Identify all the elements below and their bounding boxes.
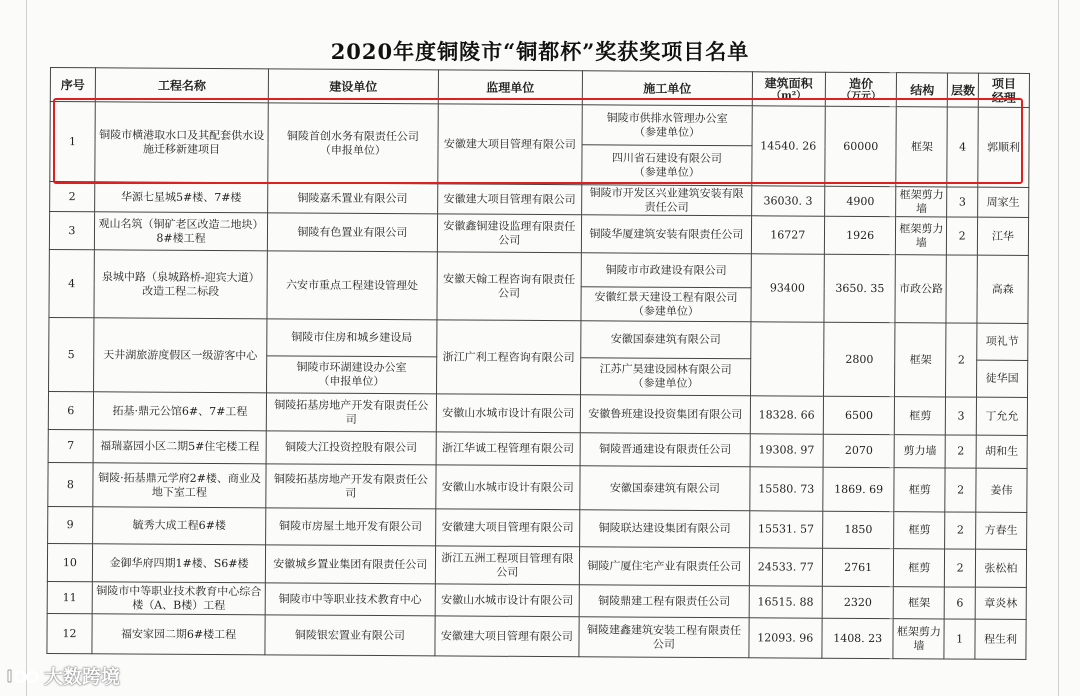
header-contractor: 施工单位 [583, 71, 752, 106]
highlight-box [53, 98, 1023, 184]
builder-unit [267, 319, 437, 357]
building-area [748, 618, 822, 658]
structure-type [894, 468, 945, 512]
project-manager-line: 高森 [991, 282, 1014, 296]
supervisor-unit-line: 浙江五洲工程项目管理有限公司 [441, 550, 574, 579]
floor-count-line: 6 [956, 596, 964, 610]
builder-unit-line: 铜陵市房屋土地开发有限公司 [279, 519, 423, 534]
watermark-text: 大数跨境 [44, 666, 121, 688]
supervisor-unit-line: 安徽山水城市设计有限公司 [441, 592, 574, 607]
supervisor-unit [435, 465, 580, 510]
contractor-unit [582, 185, 751, 216]
building-area-line: 16515. 88 [757, 594, 814, 609]
contractor-unit [580, 547, 750, 586]
floor-count [945, 512, 976, 549]
floor-count-line: 2 [957, 483, 965, 497]
floor-count-line: 3 [957, 409, 965, 423]
structure-type [895, 323, 946, 397]
contractor-unit-line: 铜陵市开发区兴业建筑安装有限责任公司 [589, 185, 744, 214]
supervisor-unit [436, 432, 581, 466]
project-manager-line: 江华 [991, 229, 1014, 243]
project-cost-line: 2070 [844, 443, 873, 458]
contractor-unit-line: （参建单位） [634, 125, 701, 139]
supervisor-unit [436, 320, 581, 395]
supervisor-unit-line: 安徽建大项目管理有限公司 [443, 136, 576, 151]
project-name-line: 天井湖旅游度假区一级游客中心 [103, 347, 258, 362]
floor-count-line: 1 [956, 632, 964, 646]
builder-unit-line: 铜陵市住房和城乡建设局 [291, 330, 413, 345]
table-row [49, 317, 1028, 360]
builder-unit-line: 铜陵嘉禾置业有限公司 [297, 191, 408, 205]
builder-unit-line: 铜陵首创水务有限责任公司 [286, 128, 419, 143]
supervisor-unit [434, 616, 579, 657]
project-cost-line: 2761 [844, 560, 873, 574]
table-body [47, 102, 1029, 660]
contractor-unit-line: （参建单位） [632, 304, 699, 318]
project-manager [977, 255, 1028, 323]
structure-type-line: 剪力墙 [903, 444, 937, 458]
supervisor-unit-line: 安徽山水城市设计有限公司 [441, 479, 574, 494]
contractor-unit-line: 铜陵鼎建工程有限责任公司 [598, 593, 731, 608]
building-area-line: 24533. 77 [757, 559, 814, 574]
header-manager-line2: 经理 [991, 90, 1016, 105]
project-manager [977, 323, 1028, 360]
page-edge-right [1058, 0, 1059, 696]
project-name-line: 泉城中路（泉城路桥-迎宾大道）改造工程二标段 [101, 269, 260, 298]
project-manager-line: 胡和生 [985, 444, 1019, 458]
builder-unit-line: 铜陵大江投资控股有限公司 [285, 440, 418, 455]
row-number-line: 9 [66, 518, 74, 532]
builder-unit [266, 464, 436, 509]
building-area [749, 586, 823, 618]
row-number-line: 6 [67, 403, 75, 417]
row-number [47, 613, 92, 653]
project-manager [978, 187, 1029, 217]
project-cost [822, 618, 894, 658]
supervisor-unit-line: 浙江广利工程咨询有限公司 [442, 349, 575, 364]
contractor-unit [582, 215, 752, 254]
supervisor-unit [437, 184, 582, 215]
project-cost-line: 1926 [846, 228, 875, 242]
floor-count-line: 2 [957, 444, 965, 458]
builder-unit [265, 615, 435, 656]
floor-count [947, 217, 978, 255]
table-row [47, 543, 1026, 587]
row-number-line: 10 [62, 555, 77, 569]
structure-type-line: 框架 [910, 139, 933, 153]
contractor-unit [581, 253, 750, 288]
project-name [92, 614, 266, 655]
contractor-unit-line: 铜陵华厦建筑安装有限责任公司 [589, 226, 744, 241]
header-area-label: 建筑面积 [764, 76, 813, 91]
project-cost-line: 6500 [845, 408, 874, 422]
row-number-line: 11 [62, 590, 77, 604]
table-row [49, 249, 1028, 289]
contractor-unit [579, 585, 748, 618]
contractor-unit [581, 321, 751, 359]
structure-type [895, 255, 946, 323]
project-manager-line: 张松柏 [984, 561, 1018, 575]
project-manager-line: 徒华国 [985, 371, 1019, 385]
structure-type-line: 框剪 [908, 523, 931, 537]
floor-count [945, 435, 976, 468]
project-cost [822, 586, 894, 618]
supervisor-unit [436, 252, 581, 321]
floor-count [946, 323, 977, 397]
structure-type [896, 217, 947, 255]
builder-unit [266, 431, 435, 465]
contractor-unit-line: （参建单位） [633, 165, 700, 179]
row-number [48, 462, 93, 506]
project-name-line: 毓秀大成工程6#楼 [132, 518, 226, 533]
row-number-line: 2 [68, 189, 76, 203]
builder-unit-line: 铜陵市环湖建设办公室 [296, 360, 407, 375]
header-cost-unit: （万元） [840, 90, 882, 103]
row-number-line: 4 [68, 276, 76, 290]
building-area [750, 396, 824, 434]
watermark-logo-icon [6, 666, 40, 686]
project-manager-line: 章炎林 [984, 596, 1018, 610]
supervisor-unit-line: 安徽建大项目管理有限公司 [441, 520, 574, 535]
project-manager-line: 程生利 [983, 632, 1018, 646]
structure-type-line: 框架 [909, 352, 932, 366]
structure-type [894, 549, 945, 587]
project-manager-line: 姜伟 [990, 483, 1013, 497]
floor-count-line: 2 [956, 523, 964, 537]
contractor-unit-line: 江苏广昊建设园林有限公司 [599, 362, 732, 377]
structure-type-line: 框架剪力墙 [899, 187, 944, 215]
project-manager [976, 397, 1027, 435]
project-manager-line: 方春生 [984, 523, 1018, 537]
floor-count-line: 3 [958, 195, 966, 209]
project-manager [977, 217, 1028, 255]
structure-type [894, 435, 945, 468]
project-cost-line: 1869. 69 [834, 482, 884, 496]
project-manager [976, 435, 1027, 468]
builder-unit-line: 铜陵银宏置业有限公司 [294, 628, 405, 642]
contractor-unit [579, 617, 749, 658]
supervisor-unit [437, 214, 582, 253]
table-row [48, 391, 1027, 435]
row-number [49, 317, 94, 391]
project-cost [823, 396, 895, 434]
project-cost [822, 548, 894, 586]
project-cost [824, 322, 896, 396]
contractor-unit-line: 铜陵市供排水管理办公室 [606, 110, 728, 125]
builder-unit-line: （申报单位） [318, 374, 385, 389]
building-area [750, 322, 824, 396]
floor-count-line: 2 [956, 561, 964, 575]
project-name [94, 250, 268, 319]
contractor-unit [581, 358, 751, 396]
structure-type [896, 187, 947, 217]
contractor-unit-line: 安徽鲁班建设投资集团有限公司 [588, 406, 743, 421]
supervisor-unit-line: 安徽建大项目管理有限公司 [443, 191, 576, 206]
contractor-unit-line: 四川省石建设有限公司 [611, 150, 722, 165]
supervisor-unit-line: 安徽鑫铜建设监理有限责任公司 [443, 218, 576, 247]
project-cost [823, 434, 895, 467]
project-cost-line: 1850 [844, 522, 873, 537]
project-cost-line: 2320 [843, 595, 872, 609]
project-name-line: 华源七星城5#楼、7#楼 [120, 189, 242, 204]
project-name [92, 544, 266, 583]
contractor-unit [580, 466, 750, 511]
builder-unit-line: 铜陵拓基房地产开发有限责任公司 [274, 397, 429, 426]
project-manager-line: 项礼节 [985, 334, 1019, 348]
watermark [6, 662, 120, 689]
floor-count-line: 2 [958, 229, 966, 243]
project-name-line: 拓基·鼎元公馆6#、7#工程 [112, 403, 248, 418]
project-name-line: 金御华府四期1#楼、S6#楼 [109, 555, 249, 570]
supervisor-unit [435, 546, 580, 585]
row-number [48, 506, 93, 543]
table-row [48, 506, 1027, 549]
structure-type-line: 框架 [908, 595, 931, 609]
structure-type-line: 市政公路 [898, 281, 944, 295]
building-area [751, 216, 825, 254]
contractor-unit-line: 铜陵建鑫建筑安装工程有限责任公司 [586, 622, 742, 651]
project-manager [976, 468, 1027, 512]
builder-unit-line: 铜陵市中等职业技术教育中心 [278, 591, 422, 606]
project-cost-line: 4900 [846, 194, 875, 208]
builder-unit-line: 铜陵拓基房地产开发有限责任公司 [273, 471, 428, 500]
floor-count [945, 587, 976, 619]
project-name [93, 318, 267, 393]
row-number-line: 7 [67, 439, 75, 453]
structure-type [895, 397, 946, 435]
project-cost [823, 467, 895, 511]
contractor-unit [581, 395, 751, 434]
building-area-line: 36030. 3 [763, 193, 813, 208]
project-name [94, 212, 268, 251]
header-builder: 建设单位 [269, 69, 438, 104]
building-area [750, 434, 824, 467]
building-area [751, 186, 825, 216]
project-manager-line: 丁允允 [985, 409, 1019, 423]
project-name-line: 福瑞嘉园小区二期5#住宅楼工程 [100, 439, 260, 454]
floor-count-line: 2 [957, 353, 965, 367]
builder-unit [268, 183, 437, 214]
contractor-unit [581, 287, 750, 322]
floor-count-line: 4 [959, 140, 967, 154]
document-title: 2020年度铜陵市“铜都杯”奖获奖项目名单 [330, 39, 750, 64]
row-number-line: 8 [66, 477, 74, 491]
builder-unit-line: 铜陵有色置业有限公司 [297, 225, 408, 239]
structure-type-line: 框剪 [908, 560, 931, 574]
contractor-unit-line: 铜陵广厦住宅产业有限责任公司 [587, 558, 742, 573]
project-manager-line: 周家生 [986, 195, 1020, 209]
builder-unit [266, 545, 436, 584]
builder-unit [265, 583, 434, 616]
project-cost-line: 2800 [845, 352, 874, 366]
header-cost-label: 造价 [849, 76, 874, 92]
header-floors: 层数 [948, 73, 979, 107]
structure-type-line: 框剪 [909, 408, 932, 422]
header-project-name: 工程名称 [95, 68, 269, 103]
row-number [47, 581, 92, 613]
builder-unit [267, 356, 437, 394]
building-area-line: 12093. 96 [757, 630, 814, 645]
supervisor-unit [435, 584, 580, 617]
project-name [94, 182, 268, 213]
supervisor-unit-line: 安徽建大项目管理有限公司 [440, 628, 573, 643]
row-number-line: 1 [68, 134, 77, 148]
building-area [749, 548, 823, 586]
building-area-line: 15580. 73 [758, 481, 815, 496]
row-number [49, 249, 94, 317]
row-number [50, 182, 95, 212]
structure-type-line: 框架剪力墙 [896, 624, 941, 652]
contractor-unit-line: （参建单位） [632, 376, 699, 390]
row-number [47, 543, 92, 581]
structure-type [894, 587, 945, 619]
project-name [93, 430, 267, 464]
row-number [49, 212, 94, 250]
row-number-line: 12 [62, 626, 77, 640]
header-structure: 结构 [897, 73, 948, 107]
builder-unit [267, 393, 437, 432]
project-cost [823, 511, 895, 548]
contractor-unit-line: 铜陵联达建设集团有限公司 [598, 521, 731, 536]
building-area [749, 511, 823, 548]
builder-unit-line: （申报单位） [319, 143, 386, 157]
builder-unit-line: 六安市重点工程建设管理处 [285, 277, 419, 292]
building-area [751, 254, 825, 322]
supervisor-unit-line: 浙江华诚工程管理有限公司 [442, 441, 575, 456]
project-name [93, 463, 267, 508]
building-area-line: 19308. 97 [758, 443, 815, 457]
project-name [92, 507, 266, 545]
structure-type [893, 619, 944, 659]
row-number-line: 3 [68, 223, 76, 237]
floor-count [945, 549, 976, 587]
contractor-unit-line: 铜陵晋通建设有限责任公司 [599, 442, 732, 457]
project-cost [824, 254, 896, 322]
project-name [93, 392, 267, 431]
supervisor-unit [435, 509, 580, 547]
project-name [92, 582, 266, 615]
floor-count [944, 619, 975, 659]
floor-count [946, 255, 977, 323]
page-edge-left [26, 0, 27, 696]
supervisor-unit [436, 394, 581, 433]
structure-type-line: 框架剪力墙 [899, 221, 944, 249]
table-row [49, 212, 1028, 256]
building-area-line: 18328. 66 [758, 407, 815, 422]
project-name-line: 铜陵市横港取水口及其配套供水设施迁移新建项目 [99, 127, 265, 156]
project-cost-line: 1408. 23 [833, 631, 883, 645]
project-cost [824, 216, 896, 254]
row-number [48, 429, 93, 462]
building-area-line: 15531. 57 [757, 522, 815, 536]
contractor-unit [580, 433, 749, 467]
builder-unit [267, 251, 437, 320]
building-area-line: 14540. 26 [760, 138, 817, 153]
structure-type [894, 512, 945, 549]
project-manager [976, 360, 1027, 397]
contractor-unit [580, 510, 750, 548]
table-row [48, 462, 1027, 512]
contractor-unit-line: 安徽国泰建筑有限公司 [609, 480, 720, 495]
floor-count [946, 397, 977, 435]
header-area-unit: （m²） [771, 90, 807, 102]
header-supervisor: 监理单位 [438, 70, 583, 105]
supervisor-unit-line: 安徽天翰工程咨询有限责任公司 [443, 271, 576, 300]
project-name-line: 铜陵市中等职业技术教育中心综合楼（A、B楼）工程 [96, 583, 262, 612]
header-no: 序号 [50, 68, 95, 102]
contractor-unit-line: 安徽国泰建筑有限公司 [610, 332, 721, 347]
project-manager [975, 549, 1026, 587]
building-area-line: 16727 [770, 227, 806, 242]
floor-count [947, 187, 978, 217]
row-number [48, 391, 93, 429]
structure-type-line: 框剪 [908, 482, 931, 496]
supervisor-unit-line: 安徽山水城市设计有限公司 [442, 405, 575, 420]
project-cost-line: 3650. 35 [835, 281, 885, 295]
project-manager [975, 619, 1026, 659]
building-area-line: 93400 [769, 280, 805, 295]
header-manager-line1: 项目 [991, 76, 1016, 91]
builder-unit [268, 213, 438, 252]
table-row [47, 613, 1026, 659]
floor-count [945, 468, 976, 512]
project-manager-line: 郭顺利 [986, 140, 1021, 154]
building-area [749, 467, 823, 511]
project-cost [825, 186, 897, 216]
contractor-unit-line: 铜陵市市政建设有限公司 [605, 262, 727, 277]
row-number-line: 5 [67, 347, 75, 361]
project-name-line: 福安家园二期6#楼工程 [120, 626, 237, 641]
builder-unit [266, 508, 436, 546]
builder-unit-line: 安徽城乡置业集团有限责任公司 [273, 556, 428, 571]
project-cost-line: 60000 [843, 139, 879, 153]
project-name-line: 观山名筑（铜矿老区改造二地块）8#楼工程 [98, 216, 264, 245]
project-name-line: 铜陵·拓基鼎元学府2#楼、商业及地下室工程 [98, 470, 261, 499]
project-manager [976, 512, 1027, 549]
project-manager [975, 587, 1026, 619]
contractor-unit-line: 安徽红景天建设工程有限公司 [594, 289, 738, 304]
